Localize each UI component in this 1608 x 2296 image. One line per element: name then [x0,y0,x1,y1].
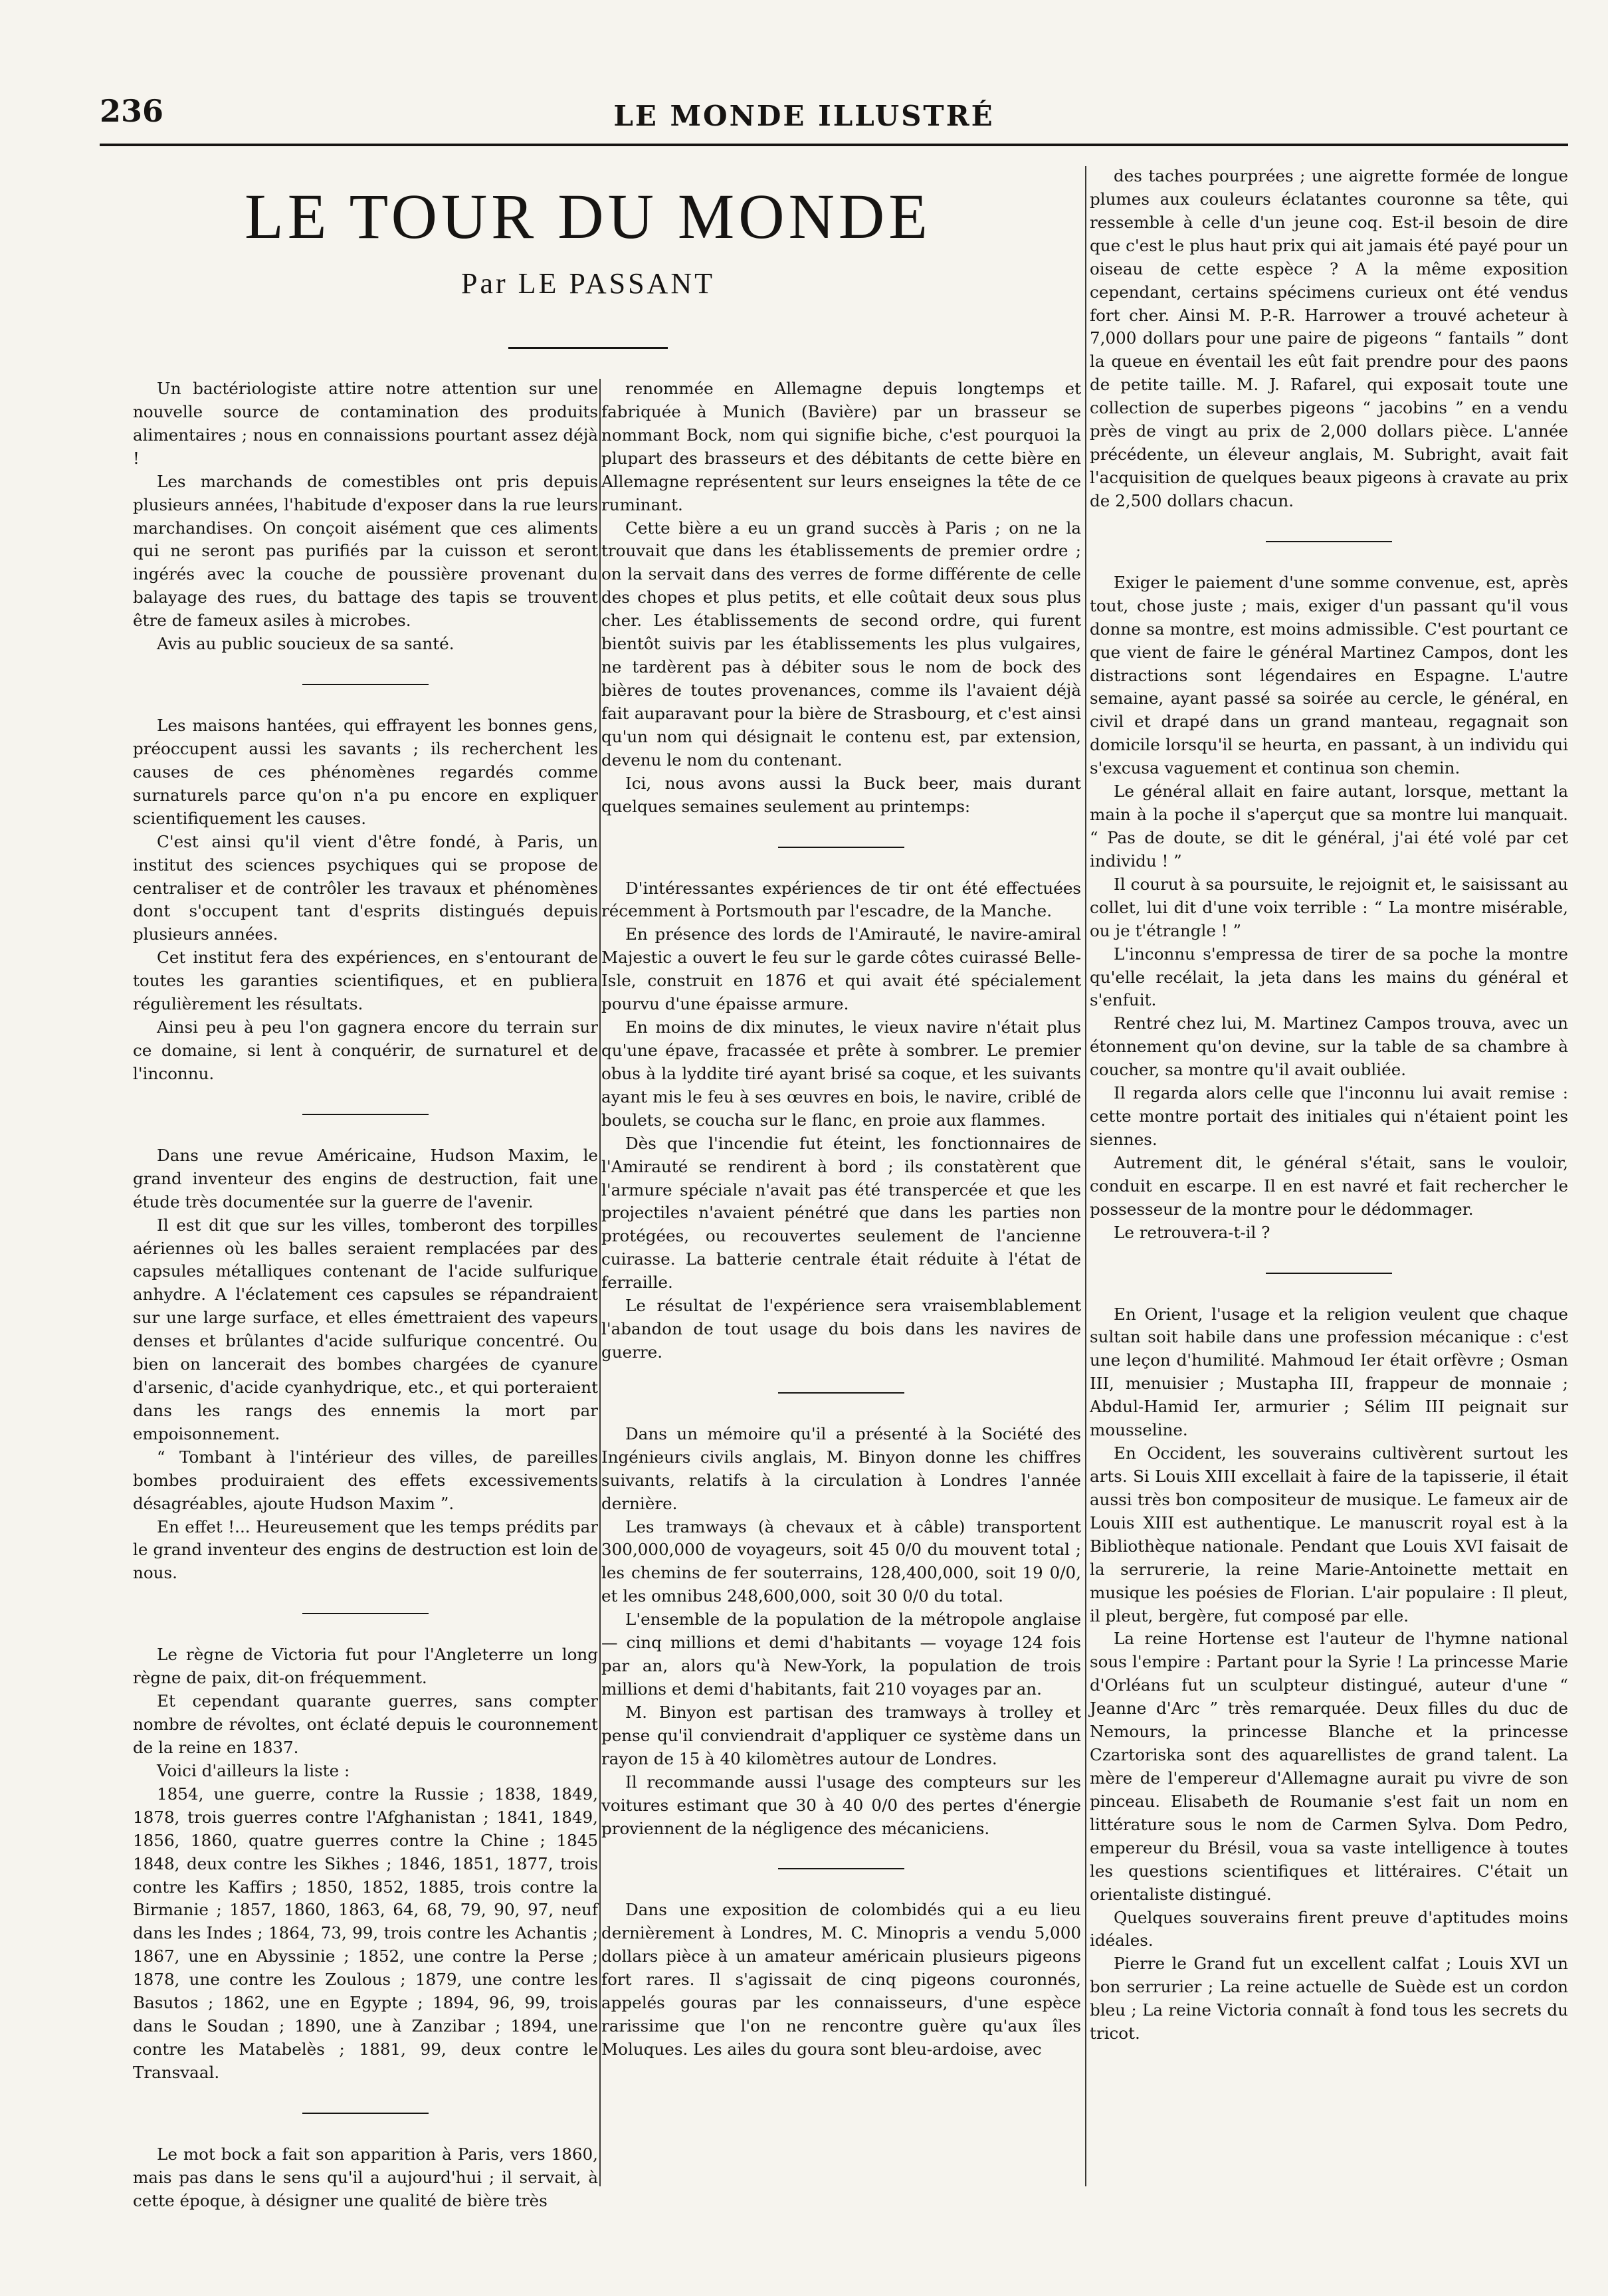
article-column-2 [601,377,1081,2061]
section-separator [302,684,429,685]
section-separator [302,1114,429,1115]
article-paragraph: Le mot bock a fait son apparition à Paris, vers 1860, mais pas dans le sens qu'il a aujourd'hui ; il servait, à cette époque, à désigner une qualité de bière très [133,2144,598,2210]
article-paragraph: Pierre le Grand fut un excellent calfat ; Louis XVI un bon serrurier ; La reine actuelle de Suède est un cordon bleu ; La reine Victoria connaît à fond tous les secrets du tricot. [1090,1954,1568,2043]
article-paragraph: En Orient, l'usage et la religion veulent que chaque sultan soit habile dans une profession mécanique : c'est une leçon d'humilité. Mahmoud Ier était orfèvre ; Osman III, menuisier ; Mustapha III, frappeur de monnaie ; Abdul-Hamid Ier, armurier ; Sélim III peignait sur mousseline. [1090,1304,1568,1440]
article-paragraph: Cet institut fera des expériences, en s'entourant de toutes les garanties scientifiques, et en publiera régulièrement les résultats. [133,948,598,1014]
running-head-title: LE MONDE ILLUSTRÉ [613,100,995,132]
article-paragraph: des taches pourprées ; une aigrette formée de longue plumes aux couleurs éclatantes couronne sa tête, qui ressemble à celle d'un jeune coq. Est-il besoin de dire que c'est le plus haut prix qui ait jamais été payé pour un oiseau de cette espèce ? A la même exposition cependant, certains spécimens curieux ont été vendus fort cher. Ainsi M. P.-R. Harrower a trouvé acheteur à 7,000 dollars pour une paire de pigeons “ fantails ” dont la queue en éventail les eût fait prendre pour des paons de petite taille. M. J. Rafarel, qui exposait toute une collection de superbes pigeons “ jacobins ” en a vendu près de vingt au prix de 2,000 dollars pièce. L'année précédente, un éleveur anglais, M. Subright, avait fait l'acquisition de quelques beaux pigeons à cravate au prix de 2,500 dollars chacun. [1090,166,1568,510]
column-rule-1 [599,379,601,2186]
article-paragraph: Il regarda alors celle que l'inconnu lui avait remise : cette montre portait des initiales qui n'étaient point les siennes. [1090,1083,1568,1149]
title-separator [508,347,668,349]
page-number: 236 [100,93,164,129]
article-paragraph: Exiger le paiement d'une somme convenue, est, après tout, chose juste ; mais, exiger d'un passant qu'il vous donne sa montre, est moins admissible. C'est pourtant ce que vient de faire le général Martinez Campos, dont les distractions sont légendaires en Espagne. L'autre semaine, ayant passé sa soirée au cercle, le général, en civil et drapé dans un grand manteau, regagnait son domicile lorsqu'il se heurta, en passant, à un individu qui s'excusa vaguement et continua son chemin. [1090,572,1568,778]
article-paragraph: Le retrouvera-t-il ? [1114,1222,1270,1242]
article-paragraph: 1854, une guerre, contre la Russie ; 1838, 1849, 1878, trois guerres contre l'Afghanistan ; 1841, 1849, 1856, 1860, quatre guerres contre la Chine ; 1845 1848, deux contre les Sikhes ; 1846, 1851, 1877, trois contre les Kaffirs ; 1850, 1852, 1885, trois contre la Birmanie ; 1857, 1860, 1863, 64, 68, 79, 90, 97, neuf dans les Indes ; 1864, 73, 99, trois contre les Achantis ; 1867, une en Abyssinie ; 1852, une contre la Perse ; 1878, une contre les Zoulous ; 1879, une contre les Basutos ; 1862, une en Egypte ; 1894, 96, 99, trois dans le Soudan ; 1890, une à Zanzibar ; 1894, une contre les Matabelès ; 1881, 99, deux contre le Transvaal. [133,1784,598,2082]
section-separator [302,2113,429,2114]
article-paragraph: Cette bière a eu un grand succès à Paris ; on ne la trouvait que dans les établissements de premier ordre ; on la servait dans des verres de forme différente de celle des chopes et plus petits, et elle coûtait deux sous plus cher. Les établissements de second ordre, qui furent bientôt suivis par les établissements les plus vulgaires, ne tardèrent pas à débiter sous le nom de bock des bières de toutes provenances, comme ils l'avaient déjà fait auparavant pour la bière de Strasbourg, et c'est ainsi qu'un nom qui désignait le contenu est, par extension, devenu le nom du contenant. [601,518,1081,770]
article-column-1 [133,377,598,2213]
article-paragraph: L'ensemble de la population de la métropole anglaise — cinq millions et demi d'habitants — voyage 124 fois par an, alors qu'à New-York, la population de trois millions et demi d'habitants, fait 210 voyages par an. [601,1610,1081,1699]
article-paragraph: Un bactériologiste attire notre attention sur une nouvelle source de contamination des produits alimentaires ; nous en connaissions pourtant assez déjà ! [133,379,598,468]
article-paragraph: Autrement dit, le général s'était, sans le vouloir, conduit en escarpe. Il en est navré et fait rechercher le possesseur de la montre pour le dédommager. [1090,1152,1568,1219]
article-paragraph: Les marchands de comestibles ont pris depuis plusieurs années, l'habitude d'exposer dans la rue leurs marchandises. On conçoit aisément que ces aliments qui ne seront pas purifiés par la cuisson et seront ingérés avec la couche de poussière provenant du balayage des rues, du battage des tapis se trouvent être de fameux asiles à microbes. [133,471,598,631]
section-separator [778,1392,904,1394]
article-paragraph: En présence des lords de l'Amirauté, le navire-amiral Majestic a ouvert le feu sur le garde côtes cuirassé Belle-Isle, construit en 1876 et qui avait été spécialement pourvu d'une épaisse armure. [601,924,1081,1014]
article-paragraph: C'est ainsi qu'il vient d'être fondé, à Paris, un institut des sciences psychiques qui se propose de centraliser et de contrôler les travaux et phénomènes dont s'occupent tant d'esprits distingués depuis plusieurs années. [133,831,598,944]
headline-block [106,179,1070,349]
article-paragraph: Rentré chez lui, M. Martinez Campos trouva, avec un étonnement qu'on devine, sur la table de sa chambre à coucher, sa montre qu'il avait oubliée. [1090,1013,1568,1080]
article-byline: Par LE PASSANT [461,267,715,300]
article-paragraph: Il est dit que sur les villes, tomberont des torpilles aériennes où les balles seraient remplacées par des capsules métalliques contenant de l'acide sulfurique anhydre. A l'éclatement ces capsules se répandraient sur une large surface, et elles émettraient des vapeurs denses et brûlantes d'acide sulfurique concentré. Ou bien on lancerait des bombes chargées de cyanure d'arsenic, d'acide cyanhydrique, etc., et qui porteraient dans les rangs des ennemis la mort par empoisonnement. [133,1215,598,1443]
column-rule-2 [1085,166,1086,2186]
article-paragraph: Dans une revue Américaine, Hudson Maxim, le grand inventeur des engins de destruction, fait une étude très documentée sur la guerre de l'avenir. [133,1145,598,1211]
article-paragraph: Voici d'ailleurs la liste : [157,1760,350,1780]
section-separator [1266,541,1392,542]
article-paragraph: L'inconnu s'empressa de tirer de sa poche la montre qu'elle recélait, la jeta dans les mains du général et s'enfuit. [1090,944,1568,1010]
article-paragraph: En Occident, les souverains cultivèrent surtout les arts. Si Louis XIII excellait à faire de la tapisserie, il était aussi très bon compositeur de musique. Le fameux air de Louis XIII est authentique. Le manuscrit royal est à la Bibliothèque nationale. Pendant que Louis XVI faisait de la serrurerie, la reine Marie-Antoinette mettait en musique les poésies de Florian. L'air populaire : Il pleut, il pleut, bergère, fut composé par elle. [1090,1443,1568,1625]
article-paragraph: Les maisons hantées, qui effrayent les bonnes gens, préoccupent aussi les savants ; ils recherchent les causes de ces phénomènes regardés comme surnaturels parce qu'on n'a pu encore en expliquer scientifiquement les causes. [133,716,598,828]
section-separator [302,1613,429,1614]
article-paragraph: Dans une exposition de colombidés qui a eu lieu dernièrement à Londres, M. C. Minopris a vendu 5,000 dollars pièce à un amateur américain plusieurs pigeons fort rares. Il s'agissait de cinq pigeons couronnés, appelés gouras par les connaisseurs, d'une espèce rarissime que l'on ne rencontre guère qu'aux îles Moluques. Les ailes du goura sont bleu-ardoise, avec [601,1900,1081,2059]
article-paragraph: Avis au public soucieux de sa santé. [157,634,454,654]
article-paragraph: En moins de dix minutes, le vieux navire n'était plus qu'une épave, fracassée et prête à sombrer. Le premier obus à la lyddite tiré ayant brisé sa coque, et les suivants ayant mis le feu à ses œuvres en bois, le navire, criblé de boulets, se coucha sur le flanc, en proie aux flammes. [601,1017,1081,1130]
article-paragraph: Le règne de Victoria fut pour l'Angleterre un long règne de paix, dit-on fréquemment. [133,1645,598,1688]
article-title: LE TOUR DU MONDE [245,181,932,252]
article-column-3 [1090,165,1568,2045]
article-paragraph: D'intéressantes expériences de tir ont été effectuées récemment à Portsmouth par l'escadre, de la Manche. [601,878,1081,921]
article-paragraph: Ainsi peu à peu l'on gagnera encore du terrain sur ce domaine, si lent à conquérir, de surnaturel et de l'inconnu. [133,1017,598,1083]
article-paragraph: Il recommande aussi l'usage des compteurs sur les voitures estimant que 30 à 40 0/0 des pertes d'énergie proviennent de la négligence des mécaniciens. [601,1772,1081,1838]
article-paragraph: Et cependant quarante guerres, sans compter nombre de révoltes, ont éclaté depuis le couronnement de la reine en 1837. [133,1691,598,1758]
article-paragraph: M. Binyon est partisan des tramways à trolley et pense qu'il conviendrait d'appliquer ce système dans un rayon de 15 à 40 kilomètres autour de Londres. [601,1702,1081,1768]
article-paragraph: Dès que l'incendie fut éteint, les fonctionnaires de l'Amirauté se rendirent à bord ; ils constatèrent que l'armure spéciale n'avait pas été transpercée et que les projectiles n'avaient pénétré que dans les parties non protégées, ou recouvertes seulement de l'ancienne cuirasse. La batterie centrale était réduite à l'état de ferraille. [601,1133,1081,1293]
article-paragraph: renommée en Allemagne depuis longtemps et fabriquée à Munich (Bavière) par un brasseur se nommant Bock, nom qui signifie biche, c'est pourquoi la plupart des brasseurs et des débitants de cette bière en Allemagne représentent sur leurs enseignes la tête de ce ruminant. [601,379,1081,514]
article-paragraph: Le résultat de l'expérience sera vraisemblablement l'abandon de tout usage du bois dans les navires de guerre. [601,1296,1081,1362]
article-paragraph: Il courut à sa poursuite, le rejoignit et, le saisissant au collet, lui dit d'une voix terrible : “ La montre misérable, ou je t'étrangle ! ” [1090,874,1568,940]
article-paragraph: Ici, nous avons aussi la Buck beer, mais durant quelques semaines seulement au printemps: [601,773,1081,816]
article-paragraph: Quelques souverains firent preuve d'aptitudes moins idéales. [1090,1907,1568,1950]
article-paragraph: Le général allait en faire autant, lorsque, mettant la main à la poche il s'aperçut que sa montre lui manquait. “ Pas de doute, se dit le général, j'ai été volé par cet individu ! ” [1090,782,1568,871]
section-separator [778,847,904,848]
header-rule [100,144,1568,146]
article-paragraph: Dans un mémoire qu'il a présenté à la Société des Ingénieurs civils anglais, M. Binyon donne les chiffres suivants, relatifs à la circulation à Londres l'année dernière. [601,1423,1081,1513]
article-paragraph: Les tramways (à chevaux et à câble) transportent 300,000,000 de voyageurs, soit 45 0/0 du mouvent total ; les chemins de fer souterrains, 128,400,000, soit 19 0/0, et les omnibus 248,600,000, soit 30 0/0 du total. [601,1516,1081,1606]
article-paragraph: La reine Hortense est l'auteur de l'hymne national sous l'empire : Partant pour la Syrie ! La princesse Marie d'Orléans fut un sculpteur distingué, auteur d'une “ Jeanne d'Arc ” très remarquée. Deux filles du duc de Nemours, la princesse Blanche et la princesse Czartoriska sont des aquarellistes de grand talent. La mère de l'empereur d'Allemagne aurait pu vivre de son pinceau. Elisabeth de Roumanie s'est fait un nom en littérature sous le nom de Carmen Sylva. Dom Pedro, empereur du Brésil, voua sa vaste intelligence à toutes les questions scientifiques et littéraires. C'était un orientaliste distingué. [1090,1629,1568,1904]
article-paragraph: “ Tombant à l'intérieur des villes, de pareilles bombes produiraient des effets excessivements désagréables, ajoute Hudson Maxim ”. [133,1447,598,1513]
article-paragraph: En effet !... Heureusement que les temps prédits par le grand inventeur des engins de destruction est loin de nous. [133,1516,598,1583]
section-separator [778,1868,904,1869]
section-separator [1266,1273,1392,1274]
